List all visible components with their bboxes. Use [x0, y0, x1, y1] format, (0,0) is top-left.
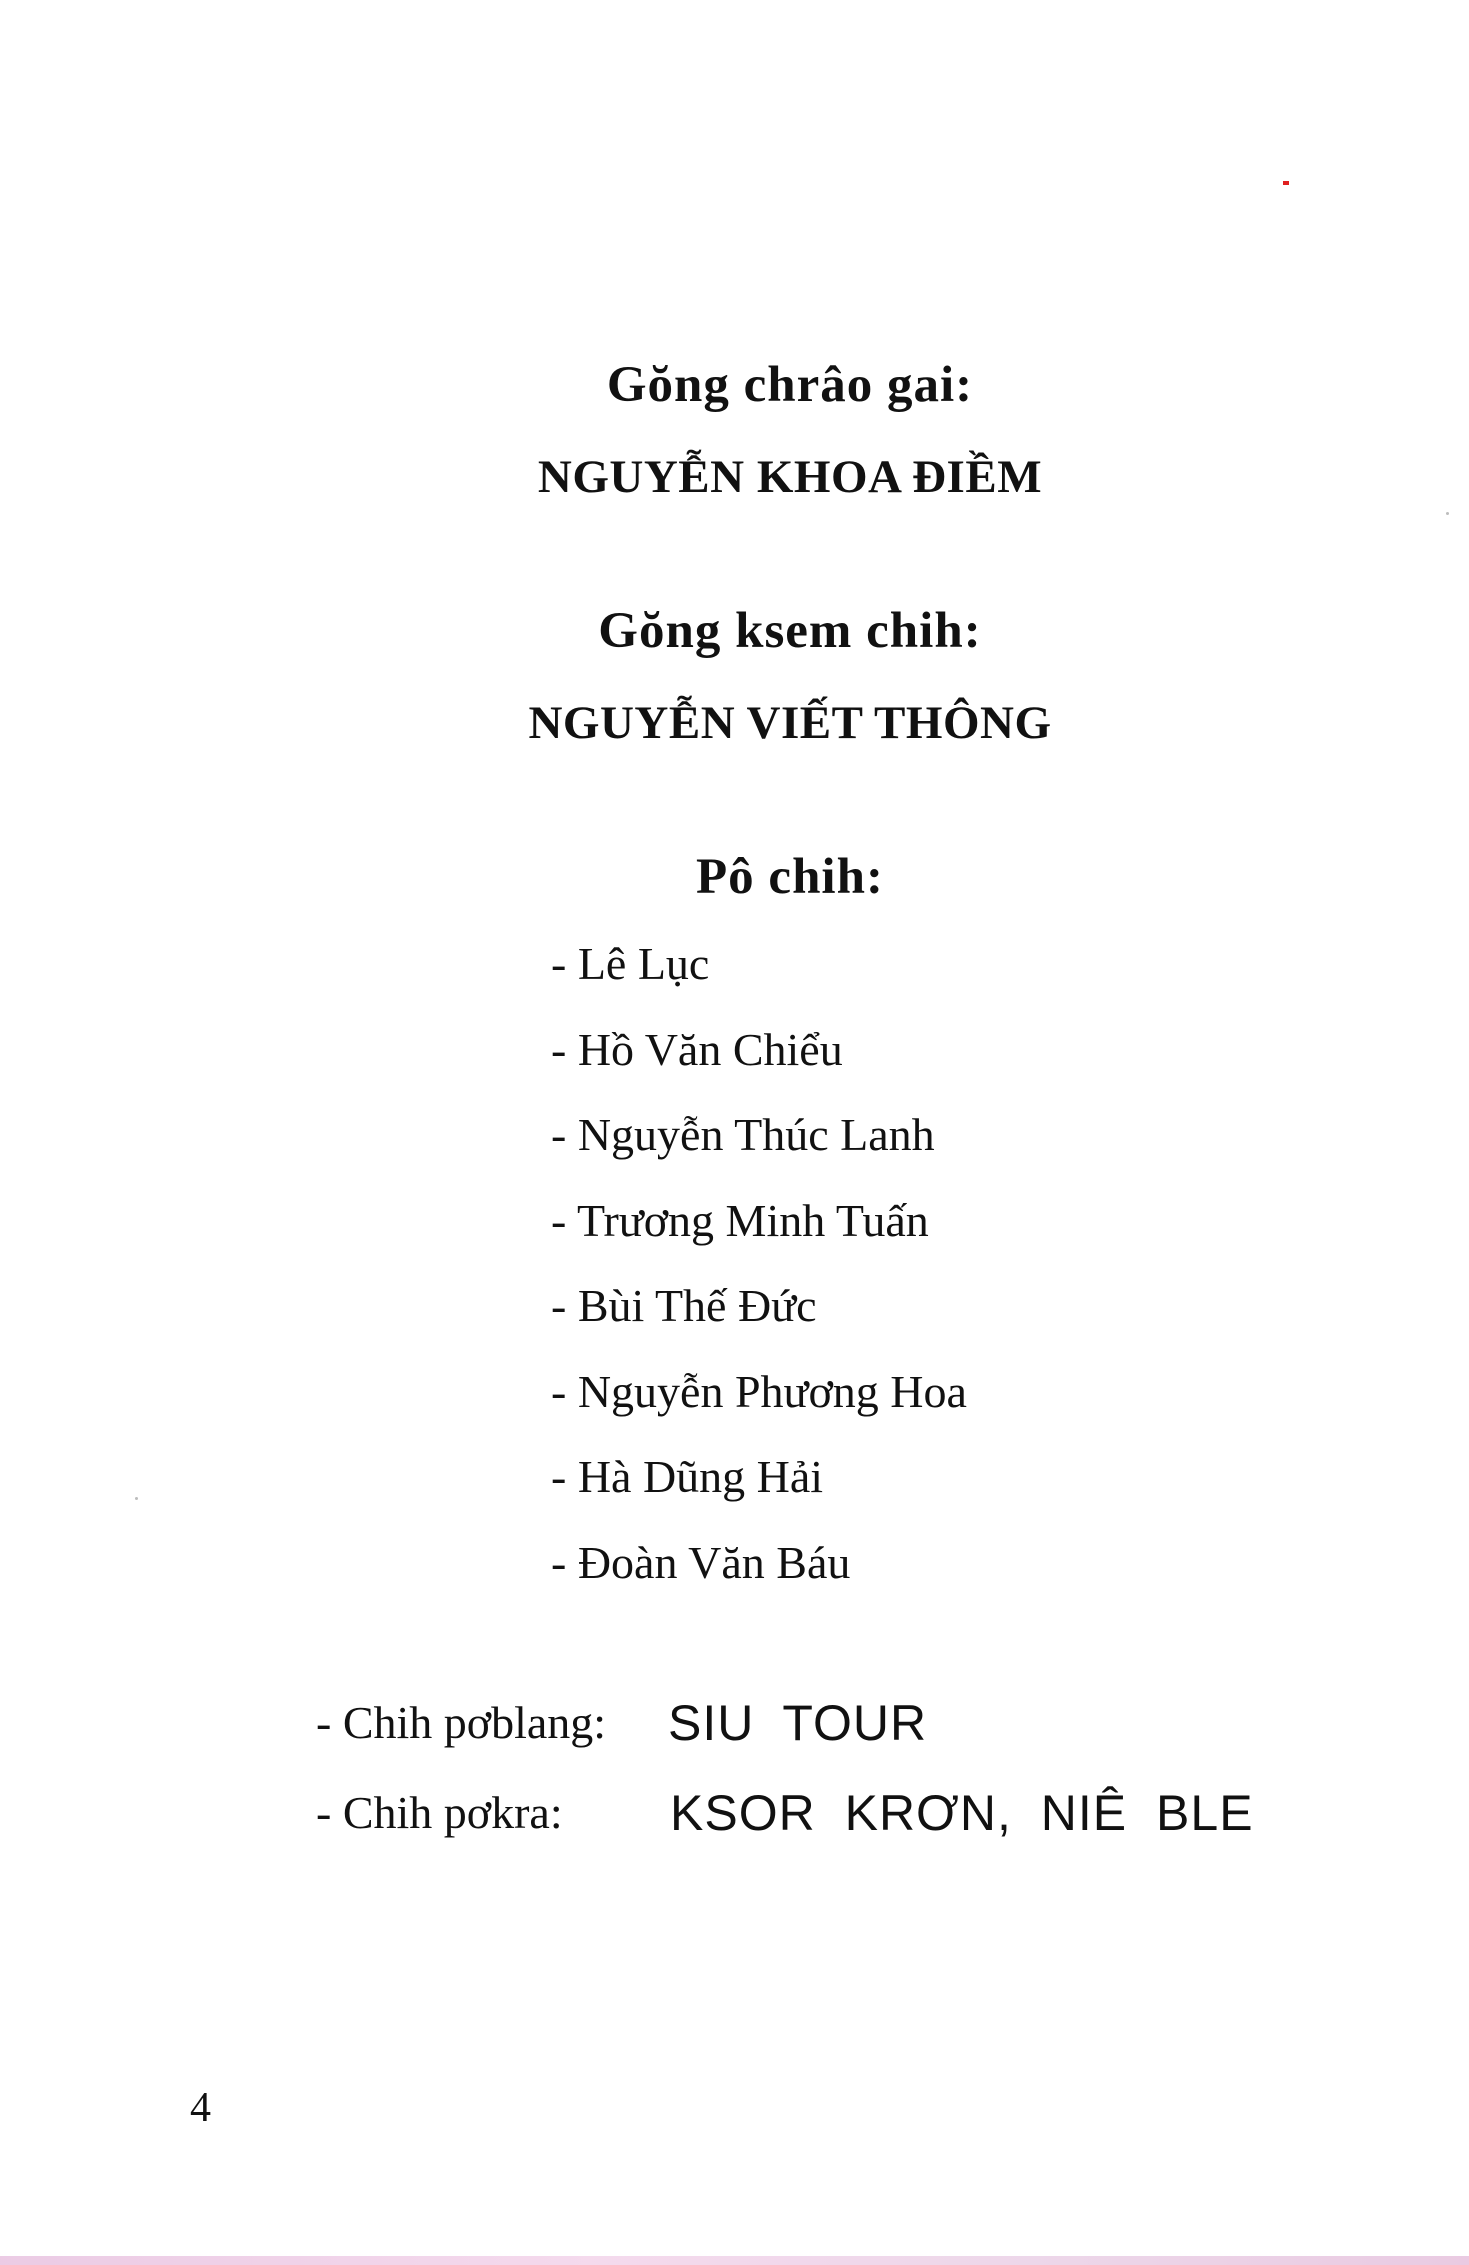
writer-item: - Bùi Thế Đức [551, 1280, 817, 1331]
red-ink-mark [1283, 181, 1289, 185]
reviewer-label: Gŏng ksem chih: [598, 603, 982, 659]
writer-item: - Nguyễn Thúc Lanh [551, 1109, 935, 1160]
author-label: Gŏng chrâo gai: [606, 357, 974, 413]
writer-item: - Trương Minh Tuấn [551, 1194, 929, 1246]
paper-speck [135, 1497, 138, 1500]
author-name: NGUYỄN KHOA ĐIỀM [537, 451, 1043, 503]
writer-item: - Nguyễn Phương Hoa [551, 1365, 967, 1417]
translation-label: - Chih pơblang: [316, 1697, 607, 1748]
page-edge-tint [0, 2256, 1469, 2265]
proofreading-credit [316, 1783, 1254, 1843]
writer-item: - Đoàn Văn Báu [551, 1536, 851, 1588]
writer-item: - Hà Dũng Hải [551, 1451, 824, 1502]
translation-value: SIU TOUR [668, 1695, 928, 1751]
reviewer-name: NGUYỄN VIẾT THÔNG [528, 697, 1052, 749]
page-number: 4 [190, 2085, 211, 2131]
writers-label: Pô chih: [696, 849, 884, 905]
paper-speck [1446, 512, 1449, 515]
translation-credit [316, 1693, 928, 1753]
proofreading-label: - Chih pơkra: [316, 1787, 563, 1838]
proofreading-value: KSOR KRƠN, NIÊ BLE [670, 1785, 1254, 1841]
writer-item: - Lê Lục [551, 938, 710, 989]
writer-item: - Hồ Văn Chiểu [551, 1023, 843, 1075]
writers-list [551, 934, 967, 1618]
